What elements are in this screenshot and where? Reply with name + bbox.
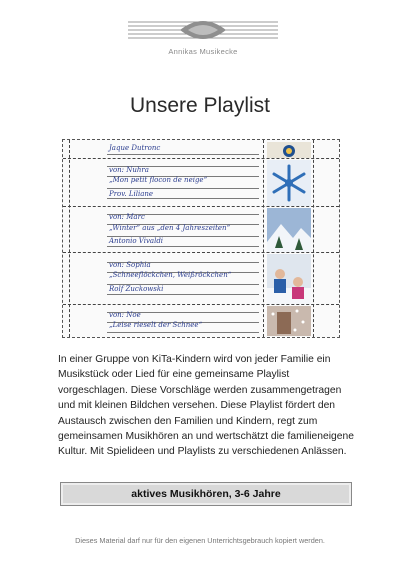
entry-2-line-3: Prov. Liliane (109, 190, 154, 198)
entry-4-line-3: Rolf Zuckowski (109, 285, 164, 293)
description: In einer Gruppe von KiTa-Kindern wird von jeder Familie ein Musikstück oder Lied für eine gemeinsame Playlist vorgeschlagen. Diese Vorschläge werden zusammengetragen und mit kleinen Bildchen versehen. Diese Playlist fördert den Austausch zwischen den Familien und Kindern, regt zum gemeinsamen Musikhören an und wertschätzt die familieneigene Kultur. Mit Spielideen und Playlists zu verschiedenen Anlässen. (58, 354, 354, 458)
entry-1-line-1: Jaque Dutronc (109, 144, 161, 152)
entry-4-line-2: „Schneeflöckchen, Weißröckchen“ (109, 271, 232, 279)
category-bar (60, 482, 352, 506)
winter-landscape-image (267, 208, 311, 252)
snowfall-image (267, 306, 311, 336)
entry-2-line-1: von: Nuhra (109, 166, 149, 174)
entry-5-line-2: „Leise rieselt der Schnee“ (109, 321, 203, 329)
playlist-photo (62, 139, 340, 338)
entry-3-line-2: „Winter“ aus „den 4 Jahreszeiten“ (109, 224, 231, 232)
entry-3-line-3: Antonio Vivaldi (109, 237, 164, 245)
entry-2-line-2: „Mon petit flocon de neige“ (109, 176, 208, 184)
entry-3-line-1: von: Marc (109, 213, 145, 221)
category-label: aktives Musikhören, 3-6 Jahre (131, 488, 281, 500)
snowflake-image (267, 160, 311, 206)
music-staff-logo-icon (128, 10, 278, 46)
logo (128, 10, 278, 60)
cd-cover-image (267, 142, 311, 158)
entry-5-line-1: von: Noe (109, 311, 141, 319)
children-in-snow-image (267, 254, 311, 304)
footer-note: Dieses Material darf nur für den eigenen Unterrichtsgebrauch kopiert werden. (75, 536, 325, 545)
brand-name: Annikas Musikecke (168, 47, 238, 56)
page-title: Unsere Playlist (129, 94, 271, 117)
entry-4-line-1: von: Sophia (109, 261, 151, 269)
